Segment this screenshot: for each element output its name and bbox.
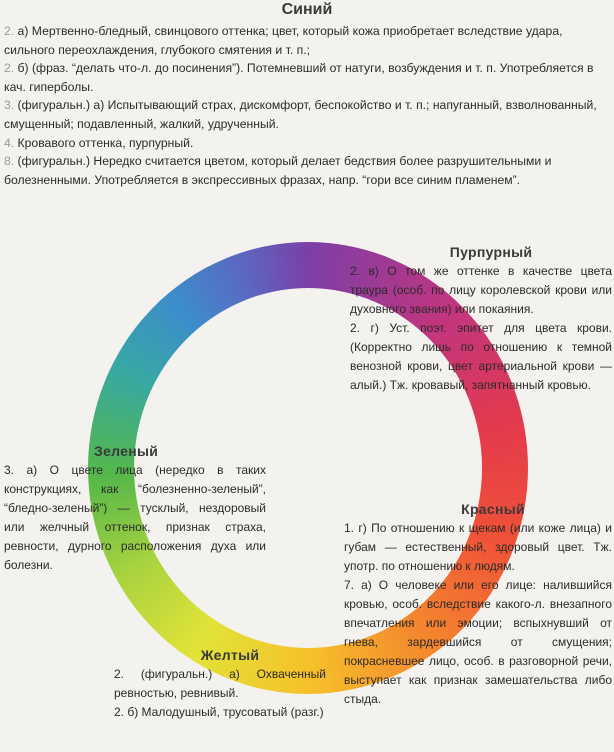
yellow-block	[114, 646, 326, 722]
definition-item	[4, 134, 610, 153]
definition-number: 2.	[4, 61, 15, 76]
purple-block	[350, 243, 612, 395]
blue-definitions	[4, 22, 610, 189]
red-block	[344, 500, 612, 709]
definition-text: а) Мертвенно-бледный, свинцового оттенка; цвет, который кожа приобретает вследствие удара, сильного переохлаждения, глубокого смятения и т. п.;	[4, 24, 563, 57]
definition-item	[4, 59, 610, 96]
definition-number: 4.	[4, 135, 15, 150]
red-item: 1. г) По отношению к щекам (или коже лица) и губам — естественный, здоровый цвет. Тж. употр. по отношению к людям.	[344, 521, 612, 573]
definition-number: 2.	[4, 24, 15, 38]
green-item: 3. а) О цвете лица (нередко в таких конструкциях, как “болезненно-зеленый”, “бледно-зеленый”) — тусклый, нездоровый или желчный оттенок, признак страха, ревности, дурного расположения духа или болезни.	[4, 463, 266, 572]
yellow-item: 2. (фигуральн.) а) Охваченный ревностью, ревнивый.	[114, 667, 326, 700]
definition-number: 3.	[4, 98, 15, 113]
green-heading: Зеленый	[94, 443, 159, 459]
purple-heading: Пурпурный	[449, 244, 533, 260]
red-item: 7. а) О человеке или его лице: налившийся кровью, особ. вследствие какого-л. внезапного впечатления или эмоции; вспыхнувший от гнева, зардевшийся от смущения; покрасневшее лицо, особ. в разговорной речи, выступает как признак замешательства либо стыда.	[344, 578, 612, 706]
definition-item	[4, 22, 610, 59]
definition-text: (фигуральн.) Нередко считается цветом, который делает бедствия более разрушительными и болезненными. Употребляется в экспрессивных фразах, напр. “гори все синим пламенем”.	[4, 154, 552, 187]
definition-item	[4, 152, 610, 189]
definition-item	[4, 96, 610, 133]
red-heading: Красный	[461, 501, 525, 517]
definition-text: (фигуральн.) а) Испытывающий страх, дискомфорт, беспокойство и т. п.; напуганный, взволнованный, смущенный; подавленный, жалкий, удрученный.	[4, 98, 597, 131]
definition-text: Кровавого оттенка, пурпурный.	[14, 135, 194, 150]
green-block	[4, 442, 266, 575]
purple-item: 2. в) О том же оттенке в качестве цвета траура (особ. по лицу королевской крови или духовного звания) или покаяния.	[350, 264, 612, 316]
yellow-item: 2. б) Малодушный, трусоватый (разг.)	[114, 705, 324, 719]
page-title: Синий	[281, 1, 333, 18]
definition-number: 8.	[4, 154, 15, 169]
definition-text: б) (фраз. “делать что-л. до посинения”). Потемневший от натуги, возбуждения и т. п. Употребляется в кач. гиперболы.	[4, 61, 594, 94]
purple-item: 2. г) Уст. поэт. эпитет для цвета крови. (Корректно лишь по отношению к темной венозной крови, цвет артериальной крови — алый.) Тж. кровавый, запятнанный кровью.	[350, 321, 612, 392]
yellow-heading: Желтый	[200, 647, 260, 663]
